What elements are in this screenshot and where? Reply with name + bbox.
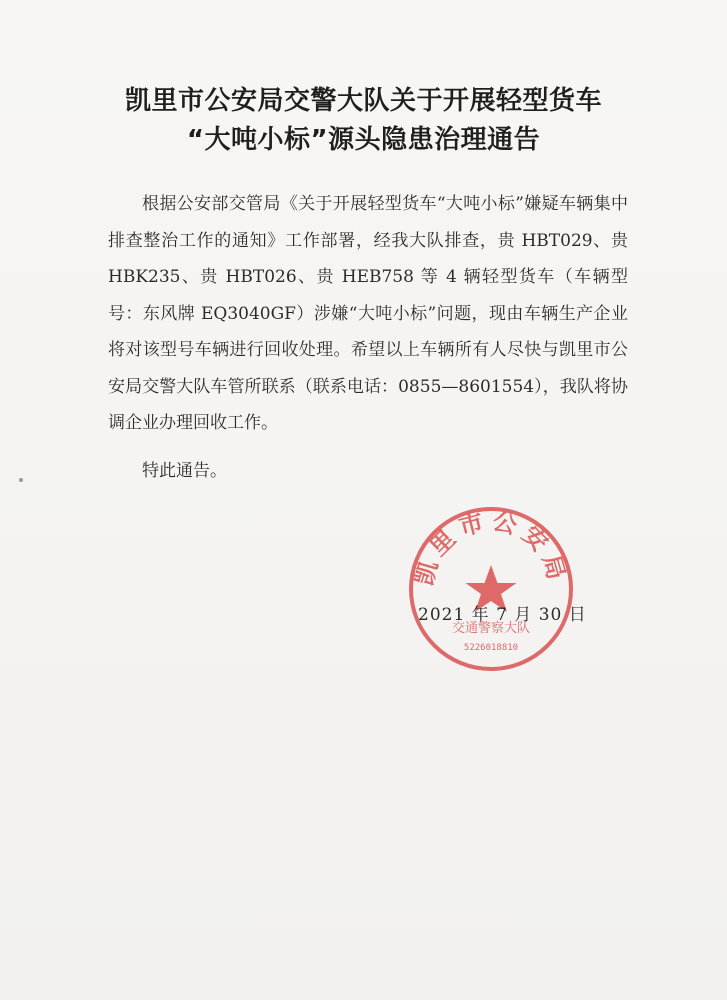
issue-date: 2021 年 7 月 30 日 bbox=[418, 605, 587, 625]
body-paragraph: 根据公安部交管局《关于开展轻型货车“大吨小标”嫌疑车辆集中排查整治工作的通知》工作部署，经我大队排查，贵 HBT029、贵 HBK235、贵 HBT026、贵 HEB758 等 4 辆轻型货车（车辆型号：东风牌 EQ3040GF）涉嫌“大吨小标”问题，现由车辆生产企业将对该型号车辆进行回收处理。希望以上车辆所有人尽快与凯里市公安局交警大队车管所联系（联系电话：0855—8601554），我队将协调企业办理回收工作。 bbox=[108, 194, 628, 433]
closing-text: 特此通告。 bbox=[142, 461, 227, 481]
document-title-line-2: “大吨小标”源头隐患治理通告 bbox=[186, 125, 541, 155]
document-title-line-1: 凯里市公安局交警大队关于开展轻型货车 bbox=[124, 86, 602, 116]
seal-code: 5226018810 bbox=[463, 643, 519, 653]
seal-outer-text: 凯里市公安局 bbox=[409, 506, 573, 589]
official-seal bbox=[405, 503, 577, 675]
paper-speck bbox=[19, 478, 23, 482]
seal-inner-text: 交通警察大队 bbox=[451, 621, 531, 636]
